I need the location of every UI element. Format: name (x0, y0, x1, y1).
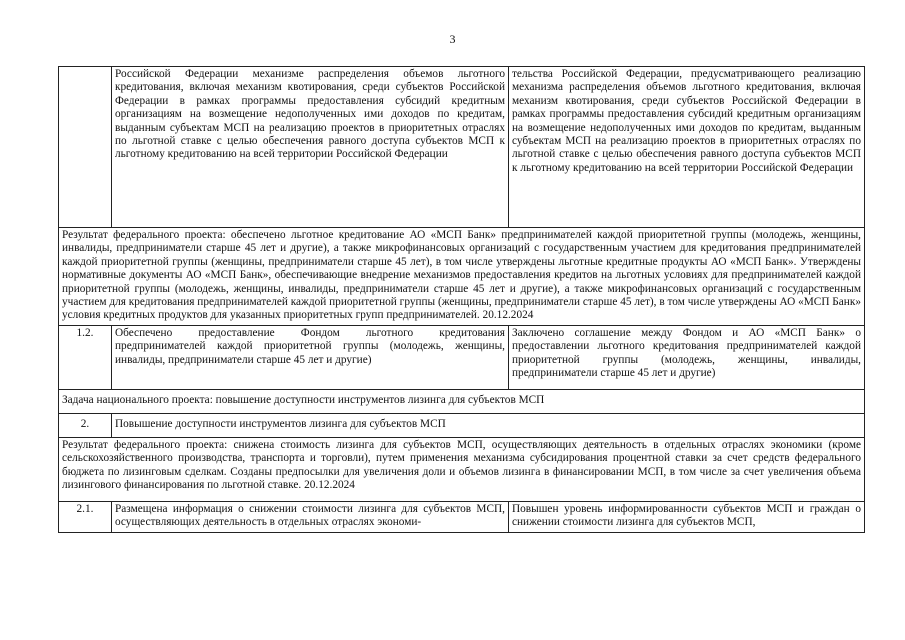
measure-result-cell: Заключено соглашение между Фондом и АО «МСП Банк» о предоставлении льготного кредитования предпринимателей каждой приоритетной группы (молодежь, женщины, инвалиды, предприниматели старше 45 лет и другие) (509, 325, 865, 389)
row-number-cell: 2.1. (59, 501, 112, 532)
measure-description-cell: Размещена информация о снижении стоимости лизинга для субъектов МСП, осуществляющих деятельность в отдельных отраслях экономи- (112, 501, 509, 532)
measure-result-cell: Повышен уровень информированности субъектов МСП и граждан о снижении стоимости лизинга для субъектов МСП, (509, 501, 865, 532)
measure-description-cell: Российской Федерации механизме распределения объемов льготного кредитования, включая механизм квотирования, среди субъектов Российской Федерации в рамках программы предоставления субсидий кредитным организациям на возмещение недополученных ими доходов по кредитам, выданным субъектам МСП на реализацию проектов в приоритетных отраслях по льготной ставке с целью обеспечения равного доступа субъектов МСП к льготному кредитованию на всей территории Российской Федерации (112, 67, 509, 228)
row-number-cell: 2. (59, 413, 112, 437)
row-number-cell (59, 67, 112, 228)
measures-table (58, 66, 865, 533)
table-row (59, 413, 865, 437)
national-project-task-cell: Задача национального проекта: повышение доступности инструментов лизинга для субъектов МСП (59, 389, 865, 413)
table-row (59, 501, 865, 532)
table-row (59, 325, 865, 389)
table-row (59, 437, 865, 501)
section-title-cell: Повышение доступности инструментов лизинга для субъектов МСП (112, 413, 865, 437)
page-number: 3 (449, 32, 456, 46)
table-row (59, 389, 865, 413)
federal-project-result-cell: Результат федерального проекта: обеспечено льготное кредитование АО «МСП Банк» предпринимателей каждой приоритетной группы (молодежь, женщины, инвалиды, предприниматели старше 45 лет и другие), а также микрофинансовых организаций с государственным участием для кредитования предпринимателей каждой приоритетной группы (женщины, предприниматели старше 45 лет), в том числе утверждены льготные кредитные продукты АО «МСП Банк». Утверждены нормативные документы АО «МСП Банк», обеспечивающие внедрение механизмов предоставления кредитов на льготных условиях для предпринимателей каждой приоритетной группы (молодежь, женщины, инвалиды, предприниматели старше 45 лет и другие), а также микрофинансовых организаций с государственным участием для кредитования предпринимателей каждой приоритетной группы (женщины, предприниматели старше 45 лет), в том числе утверждены АО «МСП Банк» условия кредитных продуктов для указанных приоритетных групп предпринимателей. 20.12.2024 (59, 228, 865, 326)
federal-project-result-cell: Результат федерального проекта: снижена стоимость лизинга для субъектов МСП, осуществляющих деятельность в отдельных отраслях экономики (кроме сельскохозяйственного производства, транспорта и торговли), путем применения механизма субсидирования процентной ставки за счет средств федерального бюджета по лизинговым сделкам. Созданы предпосылки для увеличения доли и объемов лизинга в финансировании МСП, в том числе за счет увеличения объема лизингового финансирования по льготной ставке. 20.12.2024 (59, 437, 865, 501)
row-number-cell: 1.2. (59, 325, 112, 389)
measure-description-cell: Обеспечено предоставление Фондом льготного кредитования предпринимателей каждой приоритетной группы (молодежь, женщины, инвалиды, предприниматели старше 45 лет и другие) (112, 325, 509, 389)
measure-result-cell: тельства Российской Федерации, предусматривающего реализацию механизма распределения объемов льготного кредитования, включая механизм квотирования, среди субъектов Российской Федерации в рамках программы предоставления субсидий кредитным организациям на возмещение недополученных ими доходов по кредитам, выданным субъектам МСП на реализацию проектов в приоритетных отраслях по льготной ставке с целью обеспечения равного доступа субъектов МСП к льготному кредитованию на всей территории Российской Федерации (509, 67, 865, 228)
table-row (59, 228, 865, 326)
table-row (59, 67, 865, 228)
